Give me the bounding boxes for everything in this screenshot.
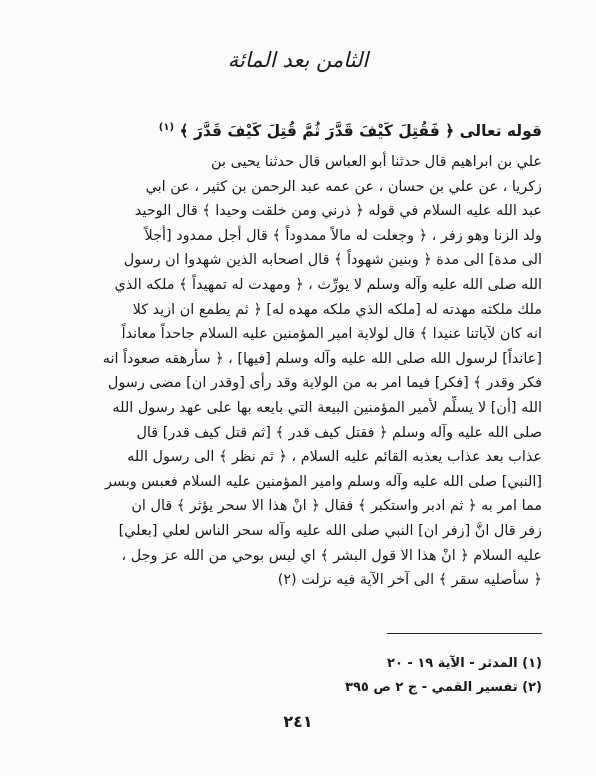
body-line: مما امر به ﴿ ثم ادبر واستكبر ﴾ فقال ﴿ انْ هذا الا سحر يؤثر ﴾ قال ان — [131, 498, 542, 515]
verse-heading — [42, 122, 542, 140]
body-line: [عانداً] لرسول الله صلى الله عليه وآله وسلم [فيها] ، ﴿ سأرهقه صعوداً انه — [102, 350, 542, 367]
body-line: صلى الله عليه وآله وسلم ﴿ فقتل كيف قدر ﴾ [ثم قتل كيف قدر] قال — [136, 424, 542, 441]
footnotes — [42, 652, 542, 700]
body-line: انه كان لآياتنا عنيدا ﴾ قال لولاية امير المؤمنين عليه السلام جاحداً معانداً — [121, 326, 542, 343]
footnote: (٢) تفسير القمي - ج ٢ ص ٣٩٥ — [345, 680, 542, 695]
footnote: (١) المدثر - الآية ١٩ - ٢٠ — [387, 656, 542, 671]
page-title: الثامن بعد المائة — [227, 48, 369, 72]
verse-intro: قوله تعالى — [459, 122, 542, 141]
body-line: علي بن ابراهيم قال حدثنا أبو العباس قال حدثنا يحيى بن — [211, 154, 542, 170]
body-line: زفر قال انَّ [زفر ان] النبي صلى الله عليه وآله سحر الناس لعلي [بعلي] — [118, 522, 542, 539]
body-line: [النبي] صلى الله عليه وآله وسلم وامير المؤمنين عليه السلام فعبس وبسر — [104, 473, 542, 490]
body-line: الله صلى الله عليه وآله وسلم لا يورِّث ، ﴿ ومهدت له تمهيداً ﴾ ملكه الذي — [114, 276, 542, 293]
body-line: ﴿ سأصليه سقر ﴾ الى آخر الآية فيه نزلت (٢) — [277, 572, 542, 589]
verse-text: ﴿ فَقُتِلَ كَيْفَ قَدَّرَ ثُمَّ قُتِلَ كَيْفَ قَدَّرَ ﴾ — [179, 122, 455, 141]
page-number: ٢٤١ — [283, 712, 313, 731]
body-line: ولد الزنا وهو زفر ، ﴿ وجعلت له مالاً ممدوداً ﴾ قال أجل ممدود [أجلاً — [144, 227, 542, 244]
body-line: الله [أن] لا يسلِّم لأمير المؤمنين البيعة التي بايعه بها على عهد رسول الله — [112, 399, 542, 416]
body-line: الى مدة] الى مدة ﴿ وبنين شهوداً ﴾ قال اصحابه الذين شهدوا ان رسول — [123, 252, 542, 269]
body-line: زكريا ، عن علي بن حسان ، عن عمه عبد الرحمن بن كثير ، عن ابي — [145, 178, 542, 195]
footnote-divider — [387, 633, 542, 634]
body-line: عبد الله عليه السلام في قوله ﴿ ذرني ومن خلقت وحيدا ﴾ قال الوحيد — [134, 203, 542, 220]
verse-footnote-ref: (١) — [158, 122, 175, 133]
body-line: عليه السلام ﴿ انْ هذا الا قول البشر ﴾ اي ليس بوحي من الله عز وجل ، — [121, 547, 542, 564]
body-line: عذاب بعد عذاب يعذبه القائم عليه السلام ، ﴿ ثم نظر ﴾ الى رسول الله — [127, 449, 542, 466]
body-line: ملك ملكته مهدته له [ملكه الذي ملكه مهده له] ﴿ ثم يطمع ان ازيد كلا — [132, 301, 542, 318]
body-line: فكر وقدر ﴾ [فكر] فيما امر به من الولاية وقد رأى [وقدر ان] مضى رسول — [107, 375, 542, 392]
body-text — [34, 150, 542, 593]
